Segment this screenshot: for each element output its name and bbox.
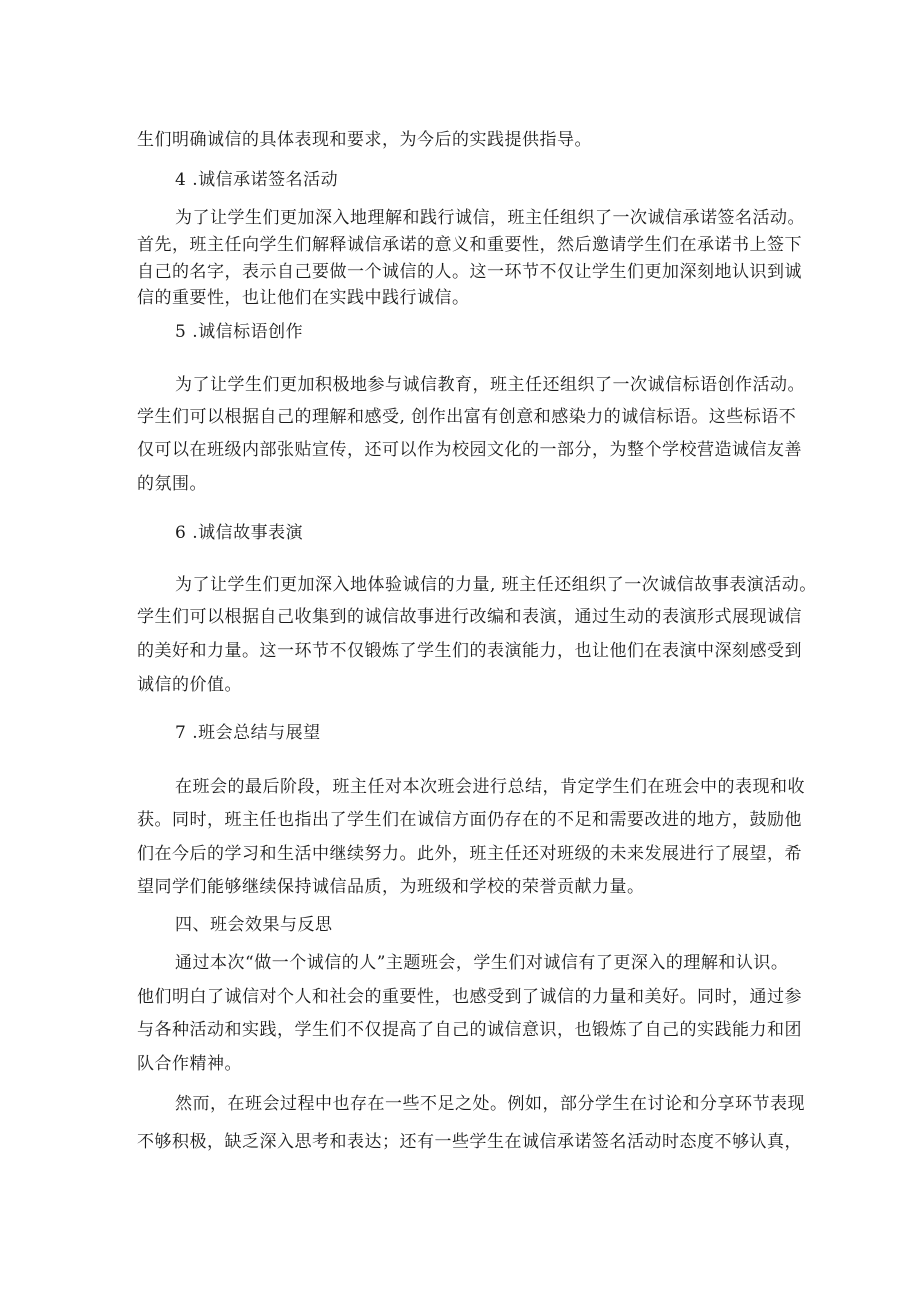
section-heading: 4 .诚信承诺签名活动 [175,170,339,190]
paragraph-line: 队合作精神。 [137,1054,242,1074]
paragraph-line: 与各种活动和实践，学生们不仅提高了自己的诚信意识，也锻炼了自己的实践能力和团 [137,1020,802,1040]
section-heading: 6 .诚信故事表演 [175,523,304,543]
section-heading: 7 .班会总结与展望 [175,723,321,743]
paragraph-line: 在班会的最后阶段，班主任对本次班会进行总结，肯定学生们在班会中的表现和收 [175,777,805,797]
paragraph-line: 的美好和力量。这一环节不仅锻炼了学生们的表演能力，也让他们在表演中深刻感受到 [137,641,802,661]
paragraph-line: 诚信的价值。 [137,675,242,695]
paragraph-line: 通过本次“做一个诚信的人”主题班会，学生们对诚信有了更深入的理解和认识。 [175,953,789,973]
paragraph-line: 他们明白了诚信对个人和社会的重要性，也感受到了诚信的力量和美好。同时，通过参 [137,987,802,1007]
paragraph-line: 学生们可以根据自己收集到的诚信故事进行改编和表演，通过生动的表演形式展现诚信 [137,607,802,627]
paragraph-line: 望同学们能够继续保持诚信品质，为班级和学校的荣誉贡献力量。 [137,877,645,897]
paragraph-line: 然而，在班会过程中也存在一些不足之处。例如，部分学生在讨论和分享环节表现 [175,1094,805,1114]
section-heading: 四、班会效果与反思 [175,915,333,935]
paragraph-line: 的氛围。 [137,474,207,494]
paragraph-line: 为了让学生们更加积极地参与诚信教育，班主任还组织了一次诚信标语创作活动。 [175,375,805,395]
paragraph-line: 不够积极，缺乏深入思考和表达；还有一些学生在诚信承诺签名活动时态度不够认真， [137,1132,802,1152]
paragraph-line: 学生们可以根据自己的理解和感受, 创作出富有创意和感染力的诚信标语。这些标语不 [137,407,797,427]
paragraph-line: 获。同时，班主任也指出了学生们在诚信方面仍存在的不足和需要改进的地方，鼓励他 [137,810,802,830]
paragraph-line: 为了让学生们更加深入地理解和践行诚信，班主任组织了一次诚信承诺签名活动。 [175,208,805,228]
paragraph-line: 自己的名字，表示自己要做一个诚信的人。这一环节不仅让学生们更加深刻地认识到诚 [137,262,802,282]
paragraph-line: 仅可以在班级内部张贴宣传，还可以作为校园文化的一部分，为整个学校营造诚信友善 [137,440,802,460]
section-heading: 5 .诚信标语创作 [175,322,304,342]
paragraph-line: 首先，班主任向学生们解释诚信承诺的意义和重要性，然后邀请学生们在承诺书上签下 [137,235,802,255]
paragraph-line: 们在今后的学习和生活中继续努力。此外，班主任还对班级的未来发展进行了展望，希 [137,844,802,864]
paragraph-line: 信的重要性，也让他们在实践中践行诚信。 [137,288,470,308]
paragraph-line: 为了让学生们更加深入地体验诚信的力量, 班主任还组织了一次诚信故事表演活动。 [175,575,817,595]
paragraph-line: 生们明确诚信的具体表现和要求，为今后的实践提供指导。 [137,130,592,150]
